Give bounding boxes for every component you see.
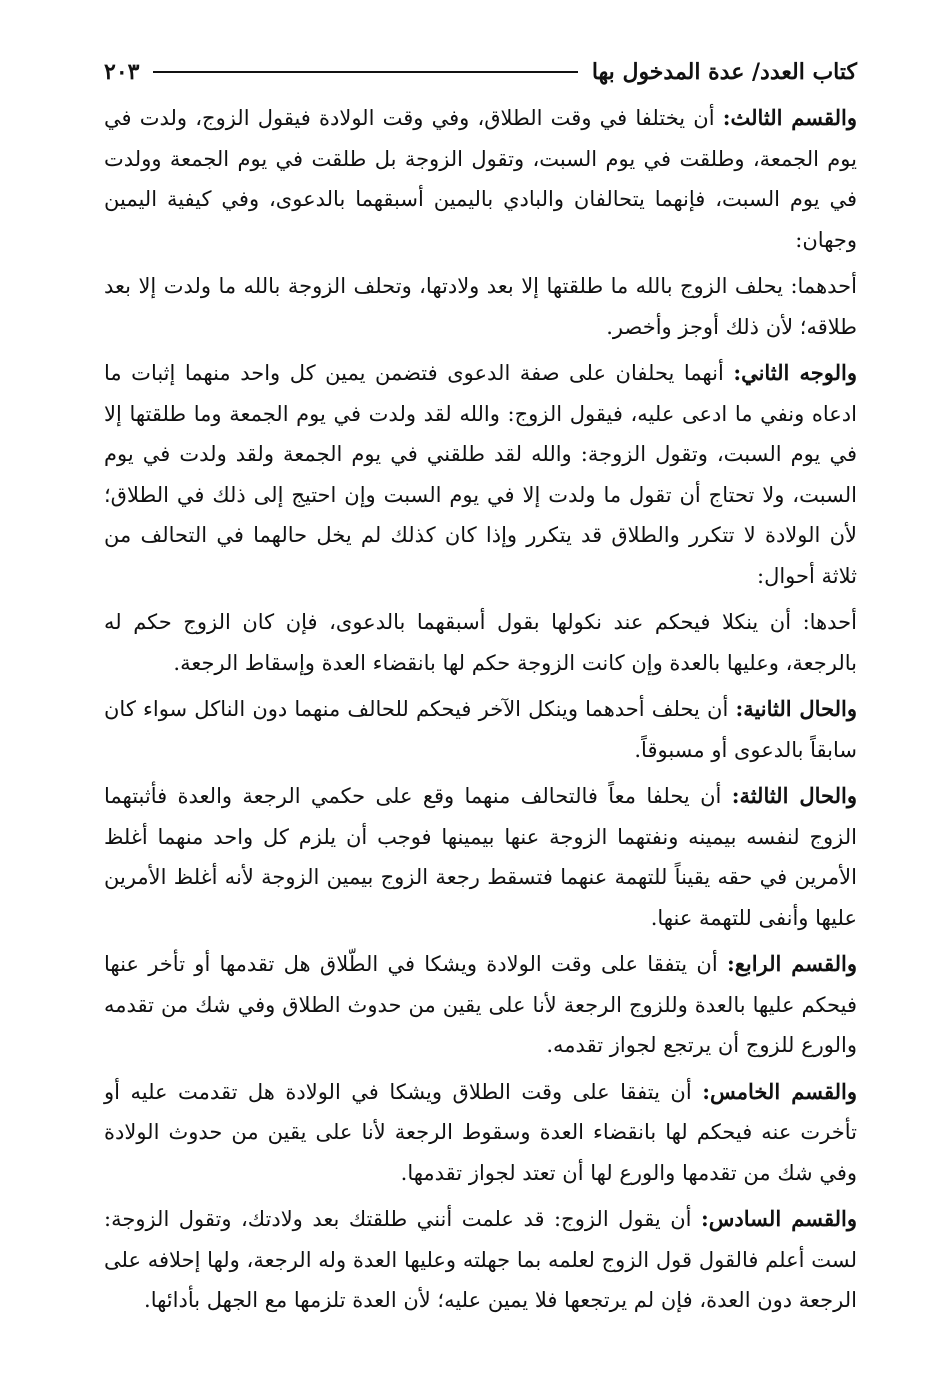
page-number: ٢٠٣	[104, 59, 140, 85]
section-heading: والقسم الخامس:	[702, 1078, 857, 1104]
paragraph-9	[104, 1199, 857, 1321]
paragraph-2	[104, 266, 857, 347]
section-heading: والقسم الثالث:	[722, 105, 857, 130]
section-heading: والحال الثالثة:	[731, 783, 857, 808]
running-header	[104, 50, 857, 94]
paragraph-text: أن يحلف أحدهما وينكل الآخر فيحكم للحالف منهما دون الناكل سواء كان سابقاً بالدعوى أو مسبوقاً.	[104, 697, 857, 762]
paragraph-3	[104, 353, 857, 596]
paragraph-text: أن يحلفا معاً فالتحالف منهما وقع على حكمي الرجعة والعدة فأثبتهما الزوج لنفسه بيمينه ونفتهما الزوجة عنها بيمينها فوجب أن يلزم كل واحد منهما أغلظ الأمرين في حقه يقيناً للتهمة عنهما فتسقط رجعة الزوج بيمين الزوجة لأنه أغلظ الأمرين عليها وأنفى للتهمة عنها.	[104, 784, 857, 930]
running-title: كتاب العدد/ عدة المدخول بها	[591, 59, 857, 85]
paragraph-4	[104, 602, 857, 683]
paragraph-8	[104, 1072, 857, 1194]
paragraph-text: أحدها: أن ينكلا فيحكم عند نكولها بقول أسبقهما بالدعوى، فإن كان الزوج حكم له بالرجعة، وعليها بالعدة وإن كانت الزوجة حكم لها بانقضاء العدة وإسقاط الرجعة.	[104, 610, 857, 675]
section-heading: والوجه الثاني:	[733, 360, 858, 385]
paragraph-text: أحدهما: يحلف الزوج بالله ما طلقتها إلا بعد ولادتها، وتحلف الزوجة بالله ما ولدت إلا بعد طلاقه؛ لأن ذلك أوجز وأخصر.	[104, 274, 857, 339]
paragraph-text: أن يتفقا على وقت الولادة ويشكا في الطّلاق هل تقدمها أو تأخر عنها فيحكم عليها بالعدة وللزوج الرجعة لأنا على يقين من حدوث الطلاق وفي شك من تقدمه والورع للزوج أن يرتجع لجواز تقدمه.	[104, 952, 857, 1057]
section-heading: والقسم الرابع:	[726, 951, 857, 976]
paragraph-7	[104, 944, 857, 1066]
paragraph-text: أن يختلفا في وقت الطلاق، وفي وقت الولادة فيقول الزوج، ولدت في يوم الجمعة، وطلقت في يوم السبت، وتقول الزوجة بل طلقت في يوم الجمعة وولدت في يوم السبت، فإنهما يتحالفان والبادي باليمين أسبقهما بالدعوى، وفي كيفية اليمين وجهان:	[104, 106, 857, 252]
section-heading: والحال الثانية:	[735, 696, 857, 721]
paragraph-text: أنهما يحلفان على صفة الدعوى فتضمن يمين كل واحد منهما إثبات ما ادعاه ونفي ما ادعى عليه، فيقول الزوج: والله لقد ولدت في يوم الجمعة وما طلقتها إلا في يوم السبت، وتقول الزوجة: والله لقد طلقني في يوم الجمعة ولقد ولدت في يوم السبت، ولا تحتاج أن تقول ما ولدت إلا في يوم السبت وإن احتيج إلى ذلك في الطلاق؛ لأن الولادة لا تتكرر والطلاق قد يتكرر وإذا كان كذلك لم يخل حالهما في التحالف من ثلاثة أحوال:	[104, 361, 857, 588]
paragraph-6	[104, 776, 857, 938]
paragraph-text: أن يقول الزوج: قد علمت أنني طلقتك بعد ولادتك، وتقول الزوجة: لست أعلم فالقول قول الزوج لعلمه بما جهلته وعليها العدة وله الرجعة، ولها إحلافه على الرجعة دون العدة، فإن لم يرتجعها فلا يمين عليه؛ لأن العدة تلزمها مع الجهل بأدائها.	[104, 1207, 857, 1312]
paragraph-5	[104, 689, 857, 770]
paragraph-1	[104, 98, 857, 260]
paragraph-text: أن يتفقا على وقت الطلاق ويشكا في الولادة هل تقدمت عليه أو تأخرت عنه فيحكم لها بانقضاء العدة وسقوط الرجعة لأنا على يقين من حدوث الولادة وفي شك من تقدمها والورع لها أن تعتد لجواز تقدمها.	[104, 1079, 857, 1185]
page-body	[104, 98, 857, 1321]
header-rule	[153, 71, 577, 73]
section-heading: والقسم السادس:	[701, 1206, 858, 1231]
